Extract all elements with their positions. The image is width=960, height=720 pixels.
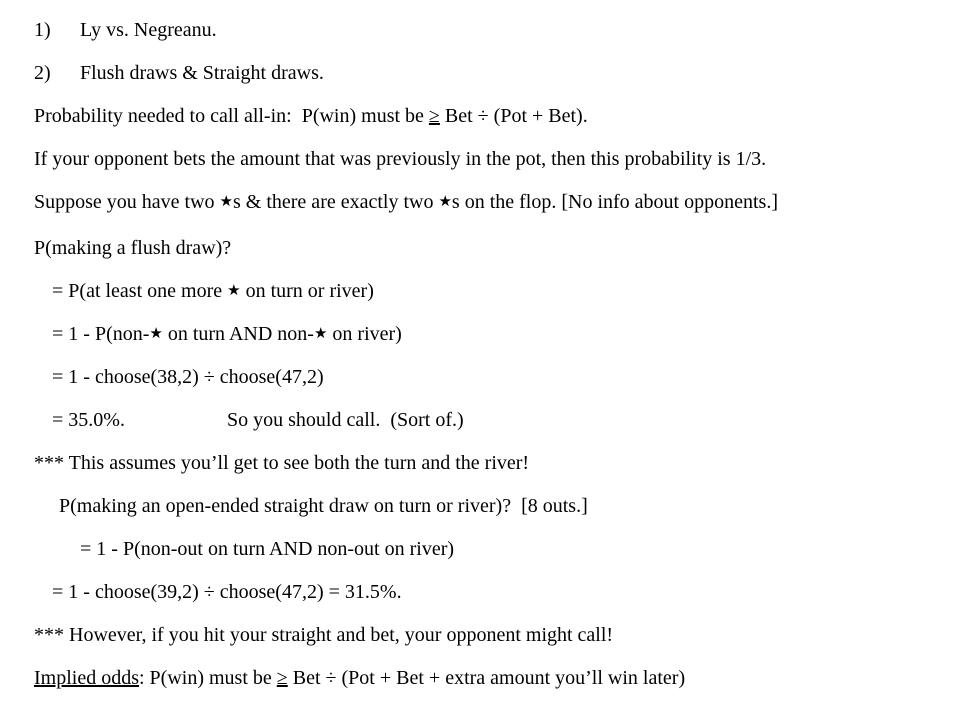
assumption-note: *** This assumes you’ll get to see both the turn and the river! [34, 452, 530, 474]
geq-symbol: ≥ [276, 667, 288, 689]
text-segment: on river) [327, 323, 402, 345]
implied-odds-term: Implied odds [34, 667, 139, 689]
star-icon: ★ [313, 324, 328, 342]
however-note: *** However, if you hit your straight and bet, your opponent might call! [34, 624, 614, 646]
list-number: 1) [34, 19, 51, 41]
geq-symbol: ≥ [428, 105, 440, 127]
implied-odds-line [34, 666, 685, 690]
list-text: Ly vs. Negreanu. [80, 19, 217, 41]
star-icon: ★ [438, 192, 452, 210]
text-segment: Suppose you have two [34, 191, 220, 213]
star-icon: ★ [219, 192, 233, 210]
text-segment: on turn AND non- [162, 323, 314, 345]
probability-call-line [34, 104, 588, 128]
opponent-bets-line: If your opponent bets the amount that was previously in the pot, then this probability is 1/3. [34, 148, 767, 170]
list-text: Flush draws & Straight draws. [80, 62, 324, 84]
text-segment: Bet ÷ (Pot + Bet + extra amount you’ll win later) [287, 667, 686, 689]
text-segment: s & there are exactly two [233, 191, 439, 213]
text-segment: : P(win) must be [139, 667, 277, 689]
suppose-line [34, 190, 778, 215]
list-item-1 [34, 18, 217, 42]
flush-step-1 [52, 279, 374, 304]
star-icon: ★ [227, 281, 241, 299]
flush-draw-question: P(making a flush draw)? [34, 237, 232, 259]
straight-step-2: = 1 - choose(39,2) ÷ choose(47,2) = 31.5%. [52, 581, 402, 603]
text-segment: Bet ÷ (Pot + Bet). [439, 105, 588, 127]
flush-step-3: = 1 - choose(38,2) ÷ choose(47,2) [52, 366, 324, 388]
text-segment: = P(at least one more [52, 280, 228, 302]
flush-result-value: = 35.0%. [52, 409, 125, 431]
list-item-2 [34, 61, 324, 85]
text-segment: on turn or river) [240, 280, 374, 302]
flush-result-note: So you should call. (Sort of.) [227, 409, 464, 431]
straight-step-1: = 1 - P(non-out on turn AND non-out on river) [80, 538, 455, 560]
text-segment: = 1 - P(non- [52, 323, 150, 345]
straight-question: P(making an open-ended straight draw on turn or river)? [8 outs.] [59, 495, 588, 517]
flush-step-2 [52, 322, 402, 347]
star-icon: ★ [149, 324, 163, 342]
text-segment: s on the flop. [No info about opponents.] [451, 191, 778, 213]
list-number: 2) [34, 62, 51, 84]
text-segment: Probability needed to call all-in: P(win) must be [34, 105, 429, 127]
